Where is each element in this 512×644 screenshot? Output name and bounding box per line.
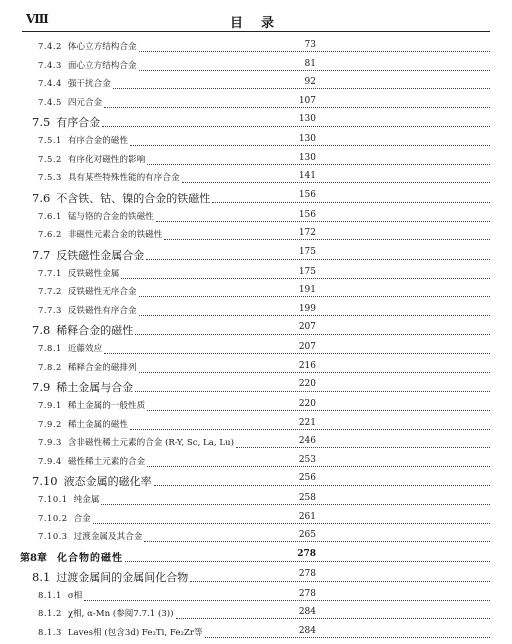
toc-entry-number: 7.7.2 [38,286,62,296]
toc-leader-dots [104,352,490,354]
toc-leader-dots [139,69,490,71]
toc-entry-number: 8.1.1 [38,590,62,600]
page-title: 目录 [230,12,292,31]
toc-entry-title: 有序合金 [56,114,100,130]
toc-entry-number: 7.9.3 [38,437,62,447]
toc-entry-title: 强干扰合金 [68,77,111,89]
toc-entry-page: 220 [298,379,316,389]
toc-entry-number: 7.10.1 [38,494,68,504]
toc-entry-page: 246 [298,436,316,446]
toc-entry-page: 130 [298,153,316,163]
toc-leader-dots [182,181,490,183]
toc-entry [0,342,512,361]
toc-entry-page: 221 [298,418,316,428]
toc-entry [0,399,512,418]
toc-entry-page: 141 [298,171,316,181]
toc-leader-dots [101,503,490,505]
toc-entry [0,134,512,153]
toc-leader-dots [176,617,490,619]
toc-entry [0,436,512,455]
toc-leader-dots [121,277,490,279]
toc-entry-number: 8.1.2 [38,608,62,618]
toc-leader-dots [147,163,490,165]
toc-entry [0,322,512,342]
toc-entry-title: 合金 [74,512,91,524]
toc-entry [0,512,512,531]
toc-entry-title: 反铁磁性金属 [68,267,120,279]
toc-entry-number: 7.6.2 [38,229,62,239]
toc-leader-dots [113,87,490,89]
toc-entry-title: 过渡金属及其合金 [74,530,143,542]
page-header [0,0,512,34]
toc-entry-number: 7.7.3 [38,305,62,315]
toc-entry-number: 7.4.3 [38,60,62,70]
toc-leader-dots [236,446,490,448]
toc-entry [0,40,512,59]
toc-entry [0,493,512,512]
toc-entry-title: 四元合金 [68,96,102,108]
toc-entry [0,228,512,247]
toc-entry-page: 156 [298,190,316,200]
toc-entry-number: 7.9.1 [38,400,62,410]
toc-leader-dots [147,409,490,411]
toc-entry-number: 7.5 [32,115,50,129]
toc-entry-title: 近藤效应 [68,342,102,354]
toc-entry-page: 265 [298,530,316,540]
toc-entry-title: χ相, α-Mn (参阅7.7.1 (3)) [68,607,174,619]
toc-leader-dots [125,560,490,562]
toc-entry-page: 130 [298,134,316,144]
toc-entry [0,190,512,210]
toc-entry-page: 216 [298,361,316,371]
toc-entry-number: 7.7 [32,248,50,262]
toc-entry-title: σ相 [68,589,82,601]
toc-entry-title: 面心立方结构合金 [68,59,137,71]
toc-entry [0,626,512,644]
toc-entry-page: 199 [298,304,316,314]
toc-leader-dots [139,295,490,297]
toc-entry [0,210,512,229]
toc-entry-number: 7.5.3 [38,172,62,182]
toc-leader-dots [102,125,490,127]
toc-entry-title: 磁性稀土元素的合金 [68,455,145,467]
toc-entry-title: Laves相 (包含3d) Fe₂Ti, Fe₂Zr等 [68,626,203,638]
table-of-contents [0,40,512,644]
toc-entry-page: 73 [304,40,316,50]
toc-entry-number: 7.4.4 [38,78,62,88]
toc-entry-number: 7.10.3 [38,531,68,541]
toc-entry [0,153,512,172]
toc-leader-dots [147,465,490,467]
toc-entry-title: 体心立方结构合金 [68,40,137,52]
toc-entry [0,607,512,626]
toc-entry-number: 7.4.5 [38,97,62,107]
toc-entry-number: 7.9.4 [38,456,62,466]
toc-entry-number: 第8章 [20,549,47,564]
toc-entry-page: 81 [304,59,316,69]
toc-entry-number: 7.4.2 [38,41,62,51]
toc-entry-title: 液态金属的磁化率 [64,473,152,489]
toc-entry-page: 130 [298,114,316,124]
toc-leader-dots [205,636,490,638]
toc-entry [0,473,512,493]
toc-entry-page: 172 [298,228,316,238]
toc-entry-page: 253 [298,455,316,465]
toc-leader-dots [212,201,490,203]
toc-leader-dots [135,390,490,392]
toc-entry [0,589,512,608]
toc-entry [0,96,512,115]
toc-entry-page: 261 [298,512,316,522]
toc-entry [0,530,512,549]
toc-entry [0,59,512,78]
toc-leader-dots [190,580,490,582]
toc-entry-title: 有序合金的磁性 [68,134,128,146]
toc-entry [0,418,512,437]
toc-entry-number: 7.10 [32,474,58,488]
toc-entry-number: 7.7.1 [38,268,62,278]
toc-entry-number: 7.9.2 [38,419,62,429]
toc-entry-number: 7.9 [32,380,50,394]
toc-entry-title: 化合物的磁性 [57,549,123,564]
toc-entry-page: 175 [298,247,316,257]
header-rule [22,31,490,32]
toc-entry-page: 278 [298,589,316,599]
toc-entry-title: 反铁磁性金属合金 [56,247,144,263]
toc-entry-title: 稀土金属的磁性 [68,418,128,430]
toc-entry-number: 7.8.1 [38,343,62,353]
page-number-roman: Ⅷ [26,12,50,26]
toc-entry-page: 284 [298,607,316,617]
toc-entry [0,77,512,96]
toc-entry-page: 92 [304,77,316,87]
toc-entry [0,285,512,304]
toc-entry-page: 278 [296,549,316,559]
toc-entry-title: 稀释合金的磁排列 [68,361,137,373]
toc-entry-number: 7.5.2 [38,154,62,164]
toc-entry [0,114,512,134]
toc-entry [0,455,512,474]
toc-entry-page: 256 [298,473,316,483]
toc-entry [0,267,512,286]
toc-leader-dots [144,540,490,542]
toc-entry [0,569,512,589]
toc-entry-title: 稀土金属的一般性质 [68,399,145,411]
toc-leader-dots [93,522,490,524]
toc-entry-title: 稀释合金的磁性 [56,322,133,338]
toc-entry [0,304,512,323]
toc-leader-dots [84,599,490,601]
toc-entry [0,361,512,380]
toc-leader-dots [139,50,490,52]
toc-leader-dots [154,484,490,486]
toc-leader-dots [104,106,490,108]
toc-entry [0,549,512,569]
toc-leader-dots [146,258,490,260]
toc-leader-dots [139,314,490,316]
toc-entry-page: 191 [298,285,316,295]
toc-leader-dots [164,238,490,240]
toc-entry-title: 不含铁、钴、镍的合金的铁磁性 [56,190,210,206]
toc-entry-number: 7.8.2 [38,362,62,372]
toc-leader-dots [156,220,490,222]
toc-entry-page: 107 [298,96,316,106]
toc-entry-title: 有序化对磁性的影响 [68,153,145,165]
toc-leader-dots [135,333,490,335]
toc-entry-page: 207 [298,322,316,332]
toc-entry-title: 反铁磁性无序合金 [68,285,137,297]
toc-entry-title: 过渡金属间的金属间化合物 [56,569,188,585]
toc-entry-number: 7.6 [32,191,50,205]
toc-entry-title: 反铁磁性有序合金 [68,304,137,316]
toc-entry-title: 含非磁性稀土元素的合金 (R-Y, Sc, La, Lu) [68,436,234,448]
toc-entry-page: 220 [298,399,316,409]
toc-entry-number: 7.6.1 [38,211,62,221]
toc-entry-number: 7.5.1 [38,135,62,145]
toc-entry-title: 具有某些特殊性能的有序合金 [68,171,180,183]
toc-leader-dots [130,144,490,146]
toc-entry-title: 稀土金属与合金 [56,379,133,395]
toc-entry-page: 278 [298,569,316,579]
toc-entry-number: 8.1 [32,570,50,584]
toc-entry [0,171,512,190]
toc-entry-page: 175 [298,267,316,277]
toc-entry-page: 207 [298,342,316,352]
toc-entry [0,379,512,399]
toc-entry-number: 8.1.3 [38,627,62,637]
toc-leader-dots [139,371,490,373]
toc-entry-title: 非磁性元素合金的铁磁性 [68,228,163,240]
toc-entry-page: 284 [298,626,316,636]
toc-entry-page: 258 [298,493,316,503]
toc-entry-title: 锰与铬的合金的铁磁性 [68,210,154,222]
toc-entry-number: 7.10.2 [38,513,68,523]
toc-entry-page: 156 [298,210,316,220]
toc-entry-title: 纯金属 [74,493,100,505]
toc-entry [0,247,512,267]
toc-leader-dots [130,428,490,430]
toc-entry-number: 7.8 [32,323,50,337]
